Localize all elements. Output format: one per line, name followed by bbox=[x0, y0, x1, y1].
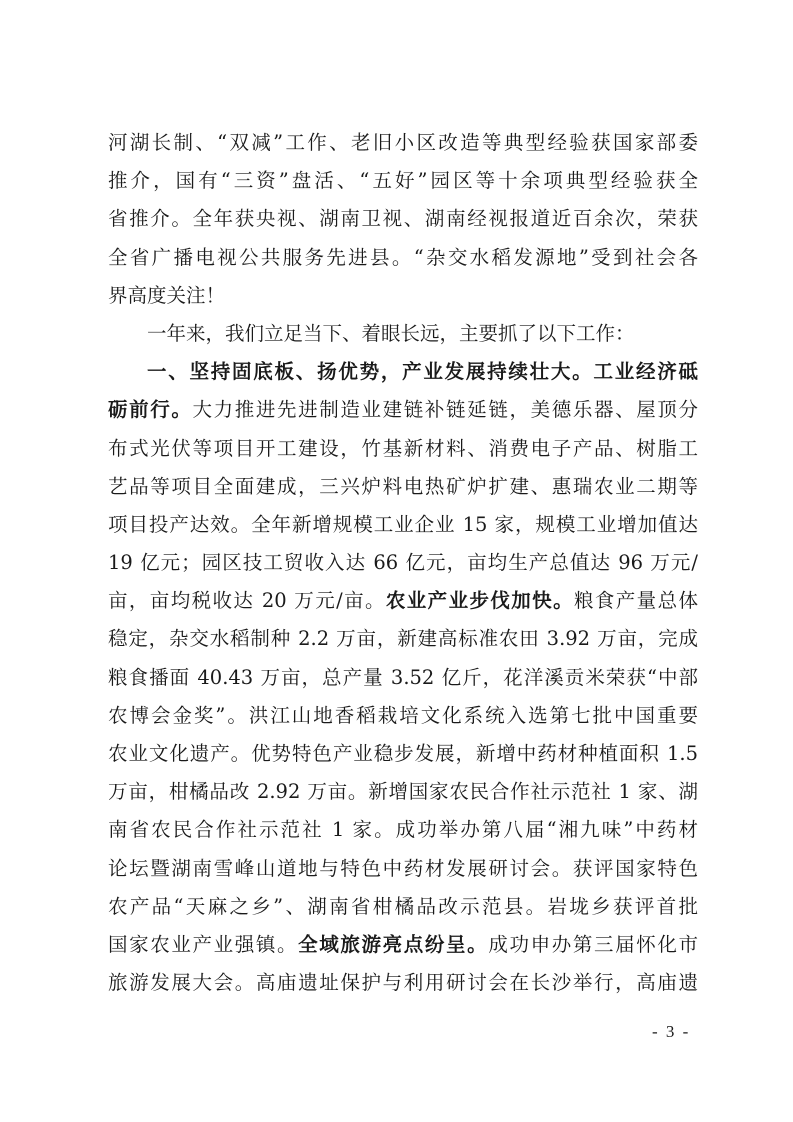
text-line bbox=[108, 773, 698, 811]
body-text-run: 布式光伏等项目开工建设，竹基新材料、消费电子产品、树脂工 bbox=[108, 436, 698, 460]
text-line bbox=[108, 964, 698, 1002]
body-text-run: 界高度关注！ bbox=[108, 283, 226, 307]
body-text-run: 农业文化遗产。优势特色产业稳步发展，新增中药材种植面积 1.5 bbox=[108, 742, 698, 765]
text-line bbox=[108, 888, 698, 926]
body-text-run: 项目投产达效。全年新增规模工业企业 15 家，规模工业增加值达 bbox=[108, 512, 698, 536]
text-line bbox=[108, 391, 698, 429]
body-text-run: 推介，国有“三资”盘活、“五好”园区等十余项典型经验获全 bbox=[108, 169, 698, 193]
text-line bbox=[108, 200, 698, 238]
page-number: - 3 - bbox=[652, 1022, 691, 1041]
section-heading: 一、坚持固底板、扬优势，产业发展持续壮大。 bbox=[147, 360, 594, 384]
body-text-run: 19 亿元；园区技工贸收入达 66 亿元，亩均生产总值达 96 万元/ bbox=[108, 551, 698, 575]
body-text-run: 万亩，柑橘品改 2.92 万亩。新增国家农民合作社示范社 1 家、湖 bbox=[108, 780, 698, 804]
subheading-run: 砺前行。 bbox=[108, 398, 193, 422]
body-text-run: 论坛暨湖南雪峰山道地与特色中药材发展研讨会。获评国家特色 bbox=[108, 856, 698, 880]
text-line bbox=[108, 315, 698, 353]
document-body bbox=[108, 124, 698, 1002]
body-text-run: 旅游发展大会。高庙遗址保护与利用研讨会在长沙举行，高庙遗 bbox=[108, 971, 698, 995]
text-line bbox=[108, 277, 698, 315]
body-text-run: 亩，亩均税收达 20 万元/亩。 bbox=[108, 589, 386, 613]
subheading-run: 工业经济砥 bbox=[593, 360, 698, 384]
text-line bbox=[108, 926, 698, 964]
body-text-run: 稳定，杂交水稻制种 2.2 万亩，新建高标准农田 3.92 万亩，完成 bbox=[108, 627, 698, 651]
body-text-run: 全省广播电视公共服务先进县。“杂交水稻发源地”受到社会各 bbox=[108, 245, 698, 269]
body-text-run: 粮食播面 40.43 万亩，总产量 3.52 亿斤，花洋溪贡米荣获“中部 bbox=[108, 665, 698, 689]
text-line bbox=[108, 506, 698, 544]
text-line bbox=[108, 811, 698, 849]
subheading-run: 全域旅游亮点纷呈。 bbox=[298, 932, 489, 956]
text-line bbox=[108, 697, 698, 735]
text-line bbox=[108, 468, 698, 506]
text-line bbox=[108, 239, 698, 277]
body-text-run: 农博会金奖”。洪江山地香稻栽培文化系统入选第七批中国重要 bbox=[108, 703, 698, 727]
text-line bbox=[108, 850, 698, 888]
body-text-run: 艺品等项目全面建成，三兴炉料电热矿炉扩建、惠瑞农业二期等 bbox=[108, 474, 698, 498]
text-line bbox=[108, 659, 698, 697]
text-line bbox=[108, 353, 698, 391]
text-line bbox=[108, 582, 698, 620]
text-line bbox=[108, 620, 698, 658]
body-text-run: 大力推进先进制造业建链补链延链，美德乐器、屋顶分 bbox=[192, 398, 698, 422]
body-text-run: 粮食产量总体 bbox=[573, 589, 698, 613]
text-line bbox=[108, 544, 698, 582]
body-text-run: 省推介。全年获央视、湖南卫视、湖南经视报道近百余次，荣获 bbox=[108, 207, 698, 231]
text-line bbox=[108, 162, 698, 200]
body-text-run: 农产品“天麻之乡”、湖南省柑橘品改示范县。岩垅乡获评首批 bbox=[108, 894, 698, 918]
text-line bbox=[108, 124, 698, 162]
body-text-run: 一年来，我们立足当下、着眼长远，主要抓了以下工作： bbox=[147, 321, 635, 345]
body-text-run: 南省农民合作社示范社 1 家。成功举办第八届“湘九味”中药材 bbox=[108, 818, 698, 842]
body-text-run: 河湖长制、“双减”工作、老旧小区改造等典型经验获国家部委 bbox=[108, 131, 698, 154]
subheading-run: 农业产业步伐加快。 bbox=[385, 589, 574, 613]
text-line bbox=[108, 430, 698, 468]
text-line bbox=[108, 735, 698, 773]
body-text-run: 国家农业产业强镇。 bbox=[108, 932, 299, 956]
body-text-run: 成功申办第三届怀化市 bbox=[488, 932, 698, 956]
